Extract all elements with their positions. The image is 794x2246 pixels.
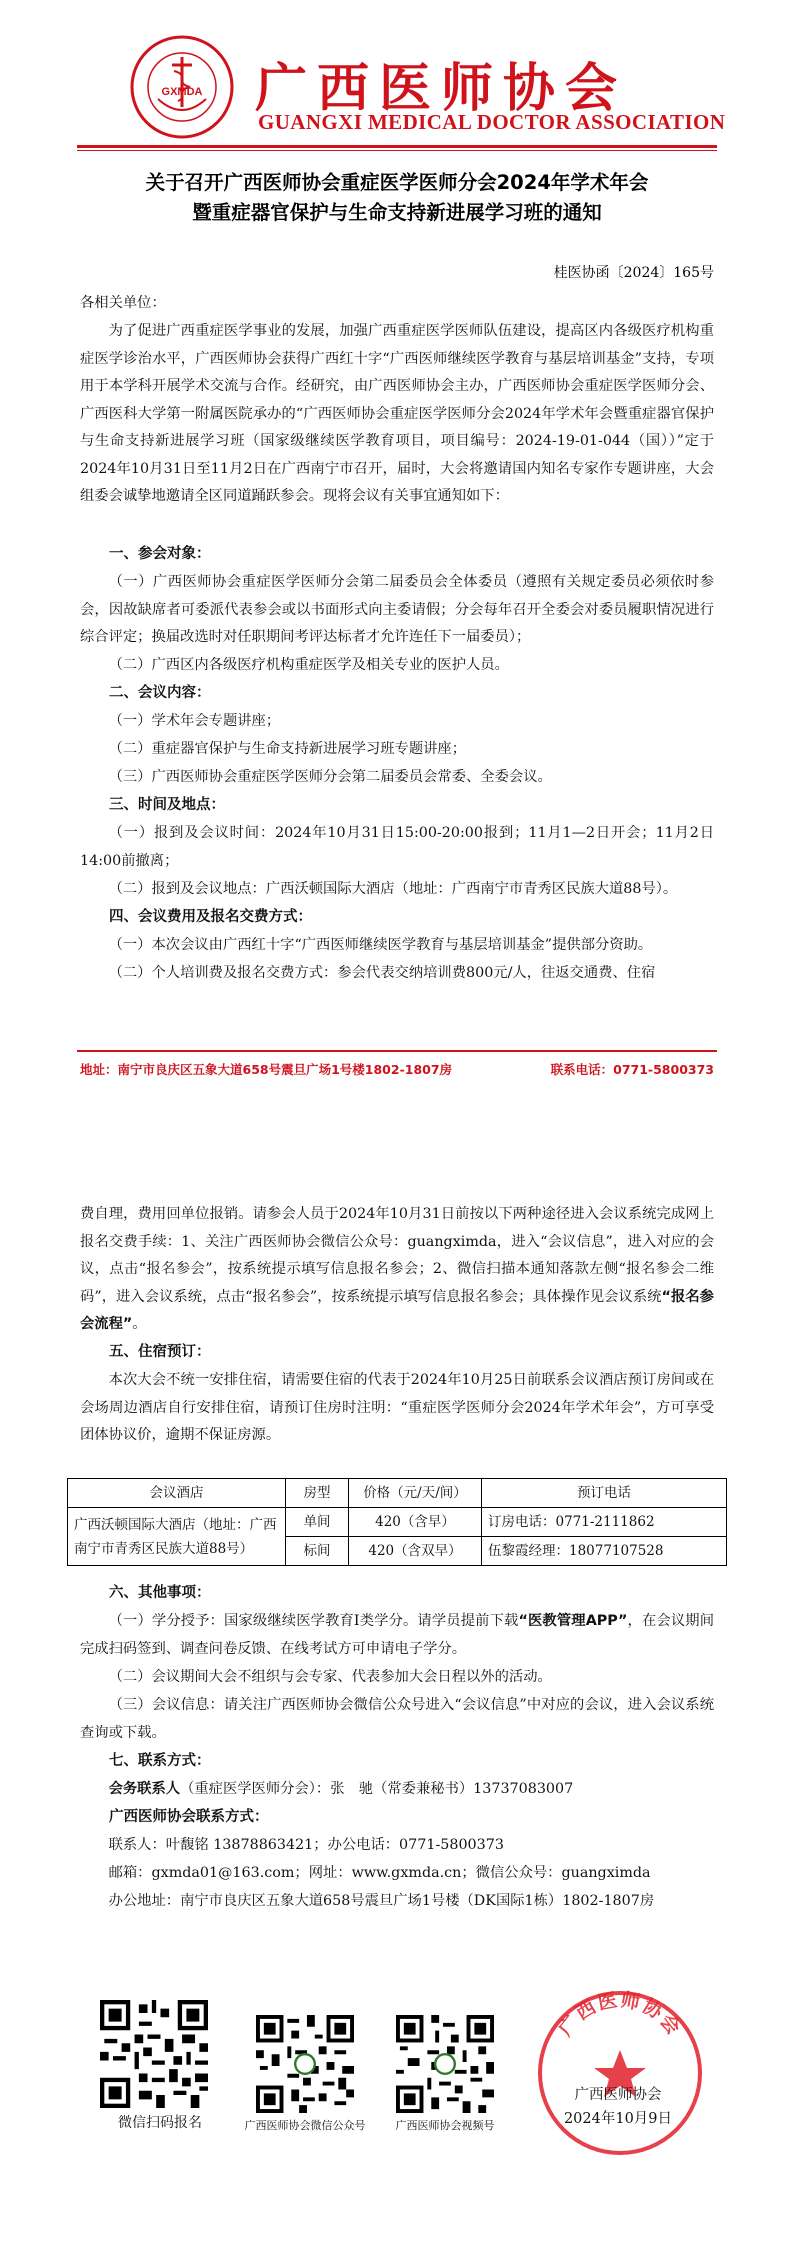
section-6-item-1 xyxy=(80,1608,714,1663)
logo-text: GXMDA xyxy=(161,86,203,98)
contact-line-1: 联系人：叶馥铭 13878863421；办公电话：0771-5800373 xyxy=(108,1837,504,1853)
section-5-heading: 五、住宿预订： xyxy=(109,1344,211,1360)
section-1-item-2: （二）广西区内各级医疗机构重症医学及相关专业的医护人员。 xyxy=(108,657,509,673)
section-3-item-1: （一）报到及会议时间：2024年10月31日15:00-20:00报到；11月1—2日开会；11月2日14:00前撤离； xyxy=(80,825,714,869)
section-1-item-1: （一）广西医师协会重症医学医师分会第二届委员会全体委员（遵照有关规定委员必须依时参会，因故缺席者可委派代表参会或以书面形式向主委请假；分会每年召开全委会对委员履职情况进行综合评定；换届改选时对任职期间考评达标者才允许连任下一届委员）； xyxy=(80,574,714,645)
app-name: “医教管理APP” xyxy=(518,1613,628,1629)
section-4-item-2-cont xyxy=(80,1201,714,1339)
credit-text-end: ，在会议期间完成扫码签到、调查问卷反馈、在线考试方可申请电子学分。 xyxy=(80,1613,714,1657)
section-4-heading: 四、会议费用及报名交费方式： xyxy=(109,909,312,925)
qr-block-wechat xyxy=(240,2015,370,2133)
hotel-name-cell: 广西沃顿国际大酒店（地址：广西南宁市青秀区民族大道88号） xyxy=(68,1508,286,1566)
header-rule-thin xyxy=(77,150,717,151)
meeting-contact xyxy=(80,1776,714,1804)
credit-text: （一）学分授予：国家级继续医学教育I类学分。请学员提前下载 xyxy=(108,1613,519,1629)
association-contact-label: 广西医师协会联系方式： xyxy=(109,1809,269,1825)
title-line-2: 暨重症器官保护与生命支持新进展学习班的通知 xyxy=(192,201,602,224)
table-header-price: 价格（元/天/间） xyxy=(349,1479,482,1508)
meeting-contact-text: （重症医学医师分会）：张 驰（常委兼秘书）13737083007 xyxy=(180,1781,574,1797)
section-3-item-2: （二）报到及会议地点：广西沃顿国际大酒店（地址：广西南宁市青秀区民族大道88号）。 xyxy=(108,881,678,897)
price-cell: 420（含双早） xyxy=(349,1537,482,1566)
notice-title xyxy=(60,168,734,228)
section-2-heading: 二、会议内容： xyxy=(109,685,211,701)
hotel-table xyxy=(67,1478,727,1566)
section-2-item-1: （一）学术年会专题讲座； xyxy=(108,713,281,729)
section-6-item-3: （三）会议信息：请关注广西医师协会微信公众号进入“会议信息”中对应的会议，进入会议系统查询或下载。 xyxy=(80,1697,714,1741)
qr-label-video: 广西医师协会视频号 xyxy=(395,2119,495,2132)
footer-phone: 联系电话：0771-5800373 xyxy=(550,1062,714,1077)
footer-address: 地址：南宁市良庆区五象大道658号震旦广场1号楼1802-1807房 xyxy=(80,1062,453,1077)
qr-block-signup xyxy=(100,2000,220,2132)
qr-block-video xyxy=(380,2015,510,2133)
org-name-cn: 广西医师协会 xyxy=(255,59,628,119)
phone-cell: 订房电话：0771-2111862 xyxy=(482,1508,727,1537)
intro-paragraph: 为了促进广西重症医学事业的发展，加强广西重症医学医师队伍建设，提高区内各级医疗机构重症医学诊治水平，广西医师协会获得广西红十字“广西医师继续医学教育与基层培训基金”支持，专项用于本学科开展学术交流与合作。经研究，由广西医师协会主办，广西医师协会重症医学医师分会、广西医科大学第一附属医院承办的“广西医师协会重症医学医师分会2024年学术年会暨重症器官保护与生命支持新进展学习班（国家级继续医学教育项目，项目编号：2024-19-01-044（国））”定于2024年10月31日至11月2日在广西南宁市召开，届时，大会将邀请国内知名专家作专题讲座，大会组委会诚挚地邀请全区同道踊跃参会。现将会议有关事宜通知如下： xyxy=(80,323,714,504)
signup-process-label: “报名参会流程” xyxy=(80,1288,714,1332)
gxmda-logo-icon xyxy=(130,35,234,139)
qr-label-signup: 微信扫码报名 xyxy=(118,2115,202,2131)
section-3-heading: 三、时间及地点： xyxy=(109,797,225,813)
official-seal-icon xyxy=(535,1988,705,2158)
footer-rule xyxy=(77,1050,717,1052)
table-row xyxy=(68,1508,727,1537)
section-4-item-1: （一）本次会议由广西红十字“广西医师继续医学教育与基层培训基金”提供部分资助。 xyxy=(108,937,653,953)
phone-cell: 伍黎霞经理：18077107528 xyxy=(482,1537,727,1566)
header-rule xyxy=(77,145,717,148)
signature-block xyxy=(548,2083,688,2131)
section-4-item-2-start: （二）个人培训费及报名交费方式：参会代表交纳培训费800元/人，往返交通费、住宿 xyxy=(108,965,656,981)
price-cell: 420（含早） xyxy=(349,1508,482,1537)
table-header-phone: 预订电话 xyxy=(482,1479,727,1508)
section-5-text: 本次大会不统一安排住宿，请需要住宿的代表于2024年10月25日前联系会议酒店预订房间或在会场周边酒店自行安排住宿，请预订住房时注明：“重症医学医师分会2024年学术年会”，方可享受团体协议价，逾期不保证房源。 xyxy=(80,1372,714,1443)
item-2-continued-text: 费自理，费用回单位报销。请参会人员于2024年10月31日前按以下两种途径进入会议系统完成网上报名交费手续：1、关注广西医师协会微信公众号：guangximda，进入“会议信息”，进入对应的会议，点击“报名参会”，按系统提示填写信息报名参会；2、微信扫描本通知落款左侧“报名参会二维码”，进入会议系统，点击“报名参会”，按系统提示填写信息报名参会；具体操作见会议系统 xyxy=(80,1206,714,1305)
org-name-en: GUANGXI MEDICAL DOCTOR ASSOCIATION xyxy=(258,110,726,134)
qr-label-wechat: 广西医师协会微信公众号 xyxy=(244,2119,366,2132)
section-2-item-2: （二）重症器官保护与生命支持新进展学习班专题讲座； xyxy=(108,741,467,757)
section-6-item-2: （二）会议期间大会不组织与会专家、代表参加大会日程以外的活动。 xyxy=(108,1669,552,1685)
meeting-contact-label: 会务联系人 xyxy=(108,1781,181,1797)
title-line-1: 关于召开广西医师协会重症医学医师分会2024年学术年会 xyxy=(145,171,649,194)
section-7-heading: 七、联系方式： xyxy=(109,1753,211,1769)
signature-date: 2024年10月9日 xyxy=(563,2111,673,2127)
table-header-row xyxy=(68,1479,727,1508)
signature-org: 广西医师协会 xyxy=(574,2087,662,2103)
qr-code-icon xyxy=(256,2015,354,2113)
section-6-heading: 六、其他事项： xyxy=(109,1585,211,1601)
svg-text:广西医师协会 xyxy=(554,1988,687,2040)
qr-code-icon xyxy=(396,2015,494,2113)
document-number: 桂医协函〔2024〕165号 xyxy=(553,265,714,281)
room-type-cell: 单间 xyxy=(286,1508,349,1537)
item-2-end: 。 xyxy=(132,1316,147,1332)
table-header-hotel: 会议酒店 xyxy=(68,1479,286,1508)
section-1-heading: 一、参会对象： xyxy=(109,546,211,562)
page-footer xyxy=(80,1060,714,1078)
contact-line-3: 办公地址：南宁市良庆区五象大道658号震旦广场1号楼（DK国际1栋）1802-1807房 xyxy=(108,1893,655,1909)
seal-text: 广西医师协会 xyxy=(554,1988,686,2041)
table-header-room-type: 房型 xyxy=(286,1479,349,1508)
salutation: 各相关单位： xyxy=(80,295,166,311)
room-type-cell: 标间 xyxy=(286,1537,349,1566)
contact-line-2: 邮箱：gxmda01@163.com；网址：www.gxmda.cn；微信公众号：guangximda xyxy=(108,1865,651,1881)
section-2-item-3: （三）广西医师协会重症医学医师分会第二届委员会常委、全委会议。 xyxy=(108,769,552,785)
qr-code-icon xyxy=(100,2000,208,2108)
